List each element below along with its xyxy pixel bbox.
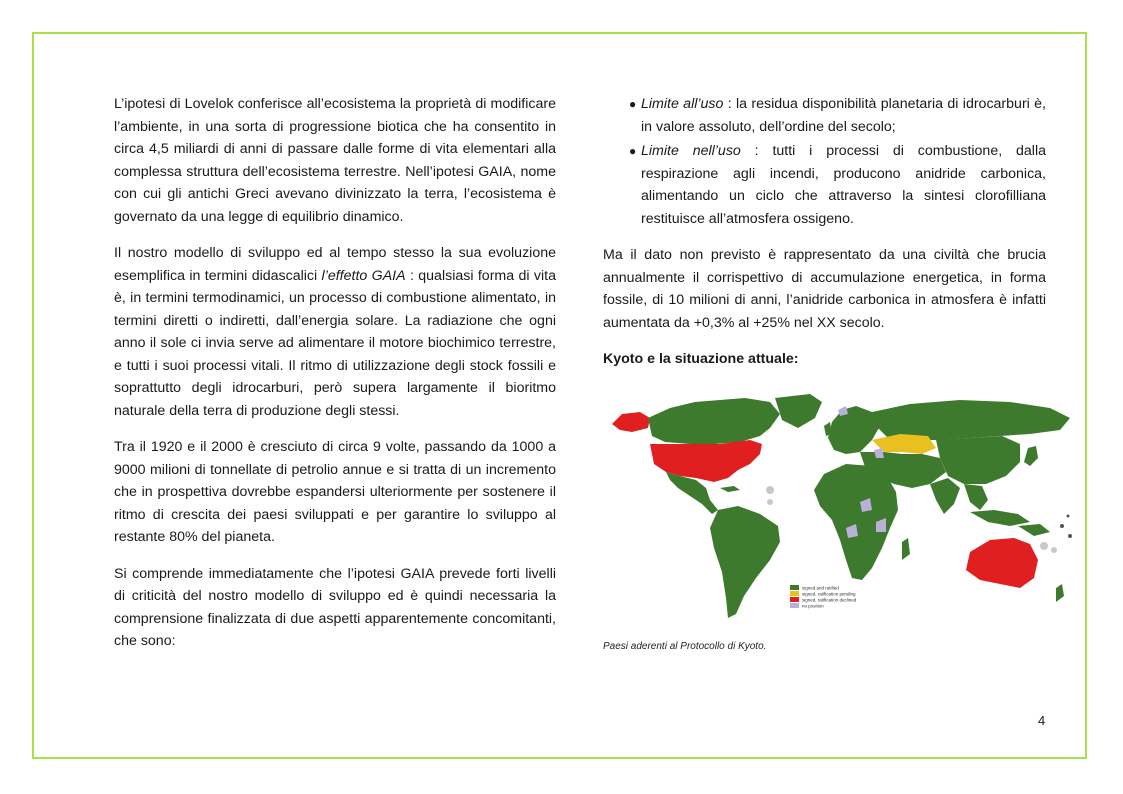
section-heading-kyoto: Kyoto e la situazione attuale: xyxy=(603,351,799,367)
map-china xyxy=(936,436,1020,484)
paragraph-gaia-effect-em: l’effetto GAIA xyxy=(321,267,406,284)
map-greenland xyxy=(775,394,822,428)
map-island xyxy=(766,486,774,494)
kyoto-world-map xyxy=(610,392,1080,632)
map-southeast-asia xyxy=(964,484,988,510)
map-alaska xyxy=(612,412,650,432)
legend-label-ratified: signed and ratified xyxy=(802,585,839,591)
legend-label-no-position: no position xyxy=(802,603,824,609)
legend-swatch-declined xyxy=(790,597,799,602)
map-canada xyxy=(648,398,780,444)
map-caribbean xyxy=(720,486,740,492)
map-caption: Paesi aderenti al Protocollo di Kyoto. xyxy=(603,641,767,652)
map-island xyxy=(1051,547,1057,553)
map-island xyxy=(1068,534,1072,538)
paragraph-gaia-effect xyxy=(114,242,556,422)
bullet-icon: ● xyxy=(629,97,637,111)
page-number: 4 xyxy=(1038,713,1046,728)
map-japan xyxy=(1024,446,1038,466)
legend-swatch-pending xyxy=(790,591,799,596)
paragraph-gaia-effect-post: : qualsiasi forma di vita è, in termini termodinamici, un processo di combustione alimentato, in termini diretti o indiretti, dall’energia solare. La radiazione che ogni anno il sole ci invia serve ad alimentare il motore biochimico terrestre, e tutti i suoi processi vitali. Il ritmo di utilizzazione degli stock fossili e soprattutto degli idrocarburi, però supera largamente il bioritmo naturale della terra di produzione degli stessi. xyxy=(114,267,556,419)
map-usa xyxy=(650,440,762,482)
list-item-limite-all-uso xyxy=(603,93,1046,138)
map-new-zealand xyxy=(1056,584,1064,602)
paragraph-criticality: Si comprende immediatamente che l’ipotesi GAIA prevede forti livelli di criticità del nostro modello di sviluppo ed è quindi necessaria la comprensione finalizzata di due aspetti apparentemente concomitanti, che sono: xyxy=(114,565,556,649)
world-map-svg xyxy=(610,392,1080,632)
list-item-limite-nell-uso xyxy=(603,140,1046,230)
list-item-text: : tutti i processi di combustione, dalla respirazione agli incendi, producono anidride carbonica, alimentando un ciclo che attraverso la sintesi clorofilliana restituisce all’atmosfera ossigeno. xyxy=(641,143,1046,227)
map-legend xyxy=(790,585,857,609)
map-russia xyxy=(872,400,1070,440)
map-europe xyxy=(828,406,880,454)
map-uk xyxy=(824,422,832,436)
legend-swatch-ratified xyxy=(790,585,799,590)
bullet-icon: ● xyxy=(629,144,637,158)
map-indonesia xyxy=(970,510,1030,526)
map-australia xyxy=(966,538,1038,588)
list-item-label: Limite nell’uso xyxy=(641,143,741,159)
paragraph-gaia-hypothesis: L’ipotesi di Lovelok conferisce all’ecosistema la proprietà di modificare l’ambiente, in una sorta di progressione biotica che ha consentito in circa 4,5 miliardi di anni di passare dalle forme di vita elementari alla complessa struttura dell’ecosistema terrestre. Nell’ipotesi GAIA, nome con cui gli antichi Greci avevano divinizzato la terra, l’ecosistema è governato da una legge di equilibrio dinamico. xyxy=(114,96,556,225)
legend-label-declined: signed, ratification declined xyxy=(802,597,857,603)
map-india xyxy=(930,478,960,514)
map-island xyxy=(1040,542,1048,550)
paragraph-co2: Ma il dato non previsto è rappresentato da una civiltà che brucia annualmente il corrispettivo di accumulazione energetica, in forma fossile, di 10 milioni di anni, l’anidride carbonica in atmosfera è infatti aumentata da +0,3% al +25% nel XX secolo. xyxy=(603,247,1046,331)
map-new-guinea xyxy=(1018,524,1050,536)
paragraph-gaia-effect-pre: Il nostro modello di sviluppo ed al tempo stesso la sua evoluzione esemplifica in termini didascalici xyxy=(114,245,556,284)
map-madagascar xyxy=(902,538,910,560)
legend-swatch-no-position xyxy=(790,603,799,608)
paragraph-oil-growth: Tra il 1920 e il 2000 è cresciuto di circa 9 volte, passando da 1000 a 9000 milioni di tonnellate di petrolio annue e si tratta di un incremento che in prospettiva dovrebbe espandersi ulteriormente per sostenere il ritmo di crescita dei paesi sviluppati e per garantire lo sviluppo al restante 80% del pianeta. xyxy=(114,439,556,545)
left-column xyxy=(114,93,556,667)
legend-label-pending: signed, ratification pending xyxy=(802,591,856,597)
limits-list xyxy=(603,93,1046,230)
list-item-text: : la residua disponibilità planetaria di idrocarburi è, in valore assoluto, dell’ordine del secolo; xyxy=(641,96,1046,135)
map-south-america xyxy=(710,506,780,618)
map-island xyxy=(767,499,773,505)
list-item-label: Limite all’uso xyxy=(641,96,724,112)
map-island xyxy=(1067,515,1070,518)
right-column xyxy=(603,93,1046,385)
map-island xyxy=(1060,524,1064,528)
